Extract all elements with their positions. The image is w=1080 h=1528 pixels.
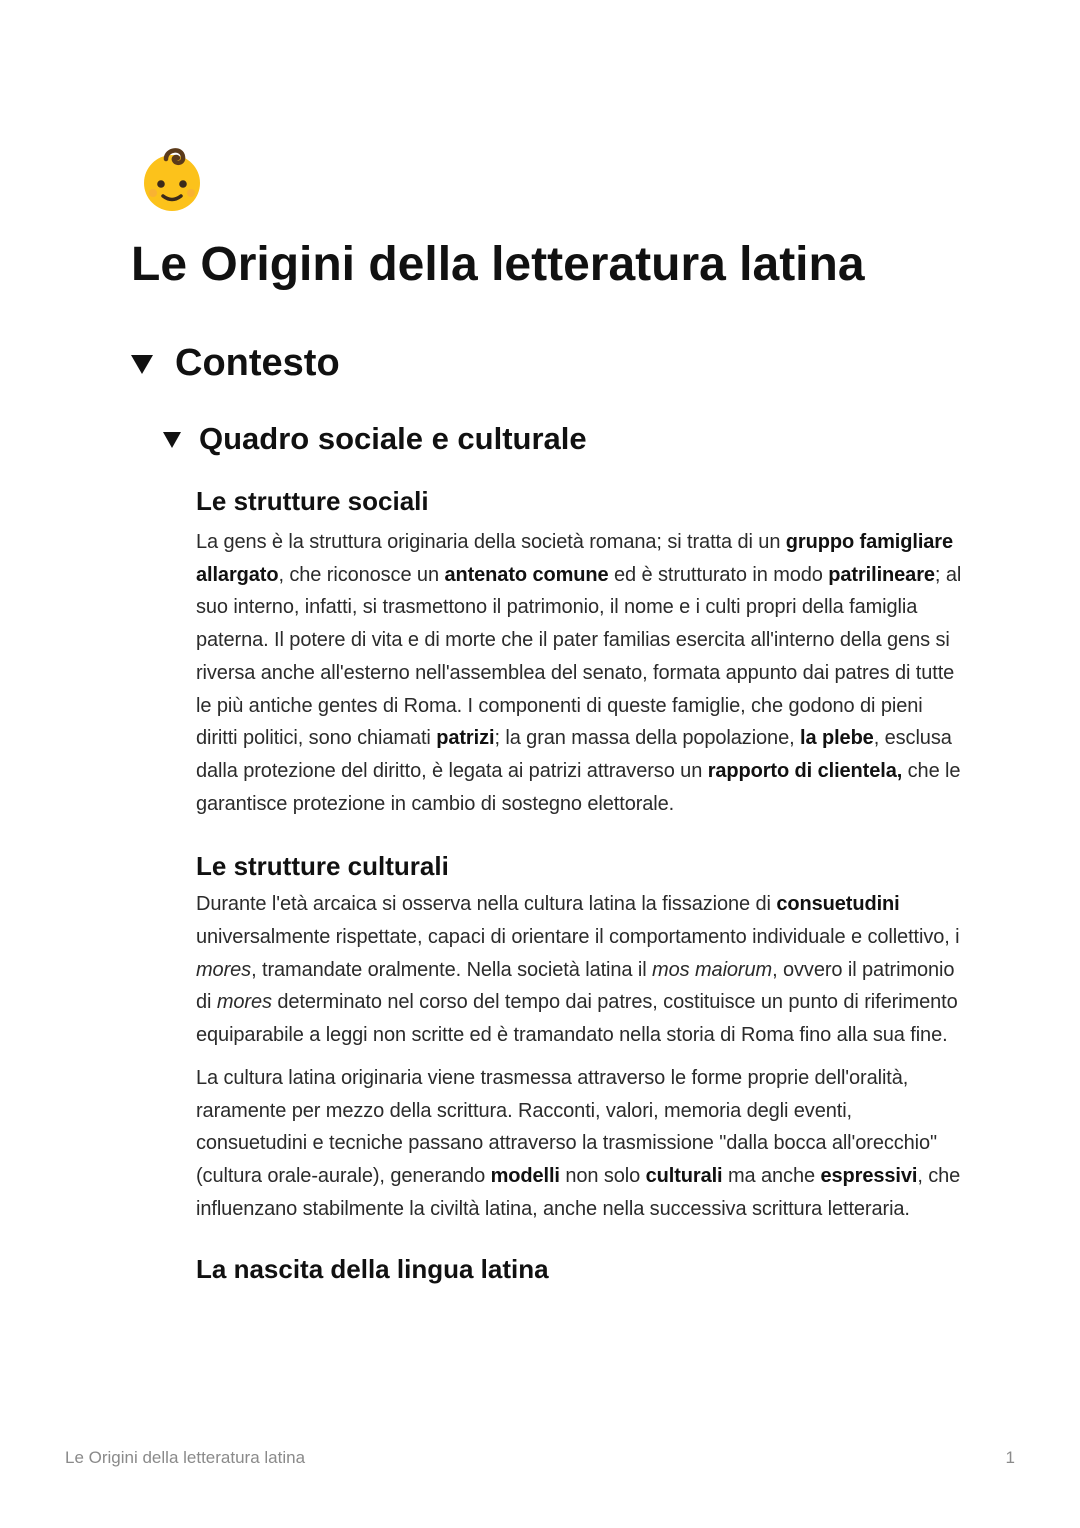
footer-doc-title: Le Origini della letteratura latina (65, 1448, 306, 1467)
text-run: , esclusa dalla protezione del diritto, è legata ai patrizi attraverso un (196, 727, 952, 782)
text-run: , ovvero il patrimonio di (196, 958, 955, 1014)
footer-page-number: 1 (1005, 1448, 1015, 1467)
text-run: non solo (559, 1164, 646, 1187)
toggle-contesto[interactable] (131, 338, 340, 388)
bold-text: culturali (645, 1164, 723, 1187)
text-run: determinato nel corso del tempo dai patres, costituisce un punto di riferimento equiparabile a leggi non scritte ed è tramandato nella storia di Roma fino alla sua fine. (196, 991, 958, 1047)
paragraph-oralita (196, 1062, 966, 1226)
text-run: La cultura latina originaria viene trasmessa attraverso le forme proprie dell'oralità, raramente per mezzo della scrittura. Racconti, valori, memoria degli eventi, consuetudini e tecniche passano attraverso la trasmissione "dalla bocca all'orecchio" (cultura orale-aurale), generando (196, 1066, 938, 1187)
text-run: , che riconosce un (278, 563, 445, 586)
text-run: La gens è la struttura originaria della società romana; si tratta di un (196, 531, 786, 553)
text-run: ma anche (722, 1164, 821, 1187)
paragraph-strutture-sociali (196, 526, 966, 820)
bold-text: la plebe (800, 727, 874, 750)
text-run: che le garantisce protezione in cambio di sostegno elettorale. (196, 759, 961, 815)
text-run: ed è strutturato in modo (608, 563, 829, 586)
italic-text: mos maiorum (652, 958, 773, 981)
bold-text: modelli (490, 1164, 560, 1187)
baby-emoji-icon (136, 143, 208, 215)
bold-text: espressivi (820, 1164, 918, 1187)
toggle-quadro-sociale[interactable] (163, 419, 587, 459)
text-run: ; la gran massa della popolazione, (494, 727, 801, 750)
heading-strutture-culturali: Le strutture culturali (196, 851, 449, 882)
bold-text: patrilineare (828, 563, 935, 586)
text-run: Durante l'età arcaica si osserva nella cultura latina la fissazione di (196, 893, 777, 916)
toggle-triangle-icon[interactable] (131, 355, 153, 374)
toggle-content (196, 482, 966, 1288)
text-run: ; al suo interno, infatti, si trasmettono il patrimonio, il nome e i culti propri della famiglia paterna. Il potere di vita e di morte che il pater familias esercita all'interno della gens si riversa anche all'esterno nell'assemblea del senato, formata appunto dai patres di tutte le più antiche gentes di Roma. I componenti di queste famiglie, che godono di pieni diritti politici, sono chiamati (196, 563, 962, 750)
page-title: Le Origini della letteratura latina (131, 238, 865, 291)
text-run: universalmente rispettate, capaci di orientare il comportamento individuale e collettivo, i (196, 926, 960, 949)
bold-text: consuetudini (776, 893, 900, 916)
toggle-triangle-icon[interactable] (163, 432, 181, 448)
italic-text: mores (196, 958, 252, 981)
bold-text: antenato comune (444, 563, 609, 586)
bold-text: rapporto di clientela, (707, 759, 903, 782)
heading-nascita-lingua: La nascita della lingua latina (196, 1254, 549, 1285)
paragraph-mores (196, 888, 966, 1052)
text-run: , tramandate oralmente. Nella società latina il (251, 958, 653, 981)
toggle-contesto-label: Contesto (175, 342, 340, 384)
text-run: , che influenzano stabilmente la civiltà latina, anche nella successiva scrittura letteraria. (196, 1164, 961, 1220)
bold-text: gruppo famigliare allargato (196, 531, 954, 586)
toggle-quadro-label: Quadro sociale e culturale (199, 421, 587, 456)
italic-text: mores (216, 991, 272, 1014)
heading-strutture-sociali: Le strutture sociali (196, 486, 429, 516)
bold-text: patrizi (436, 727, 495, 750)
